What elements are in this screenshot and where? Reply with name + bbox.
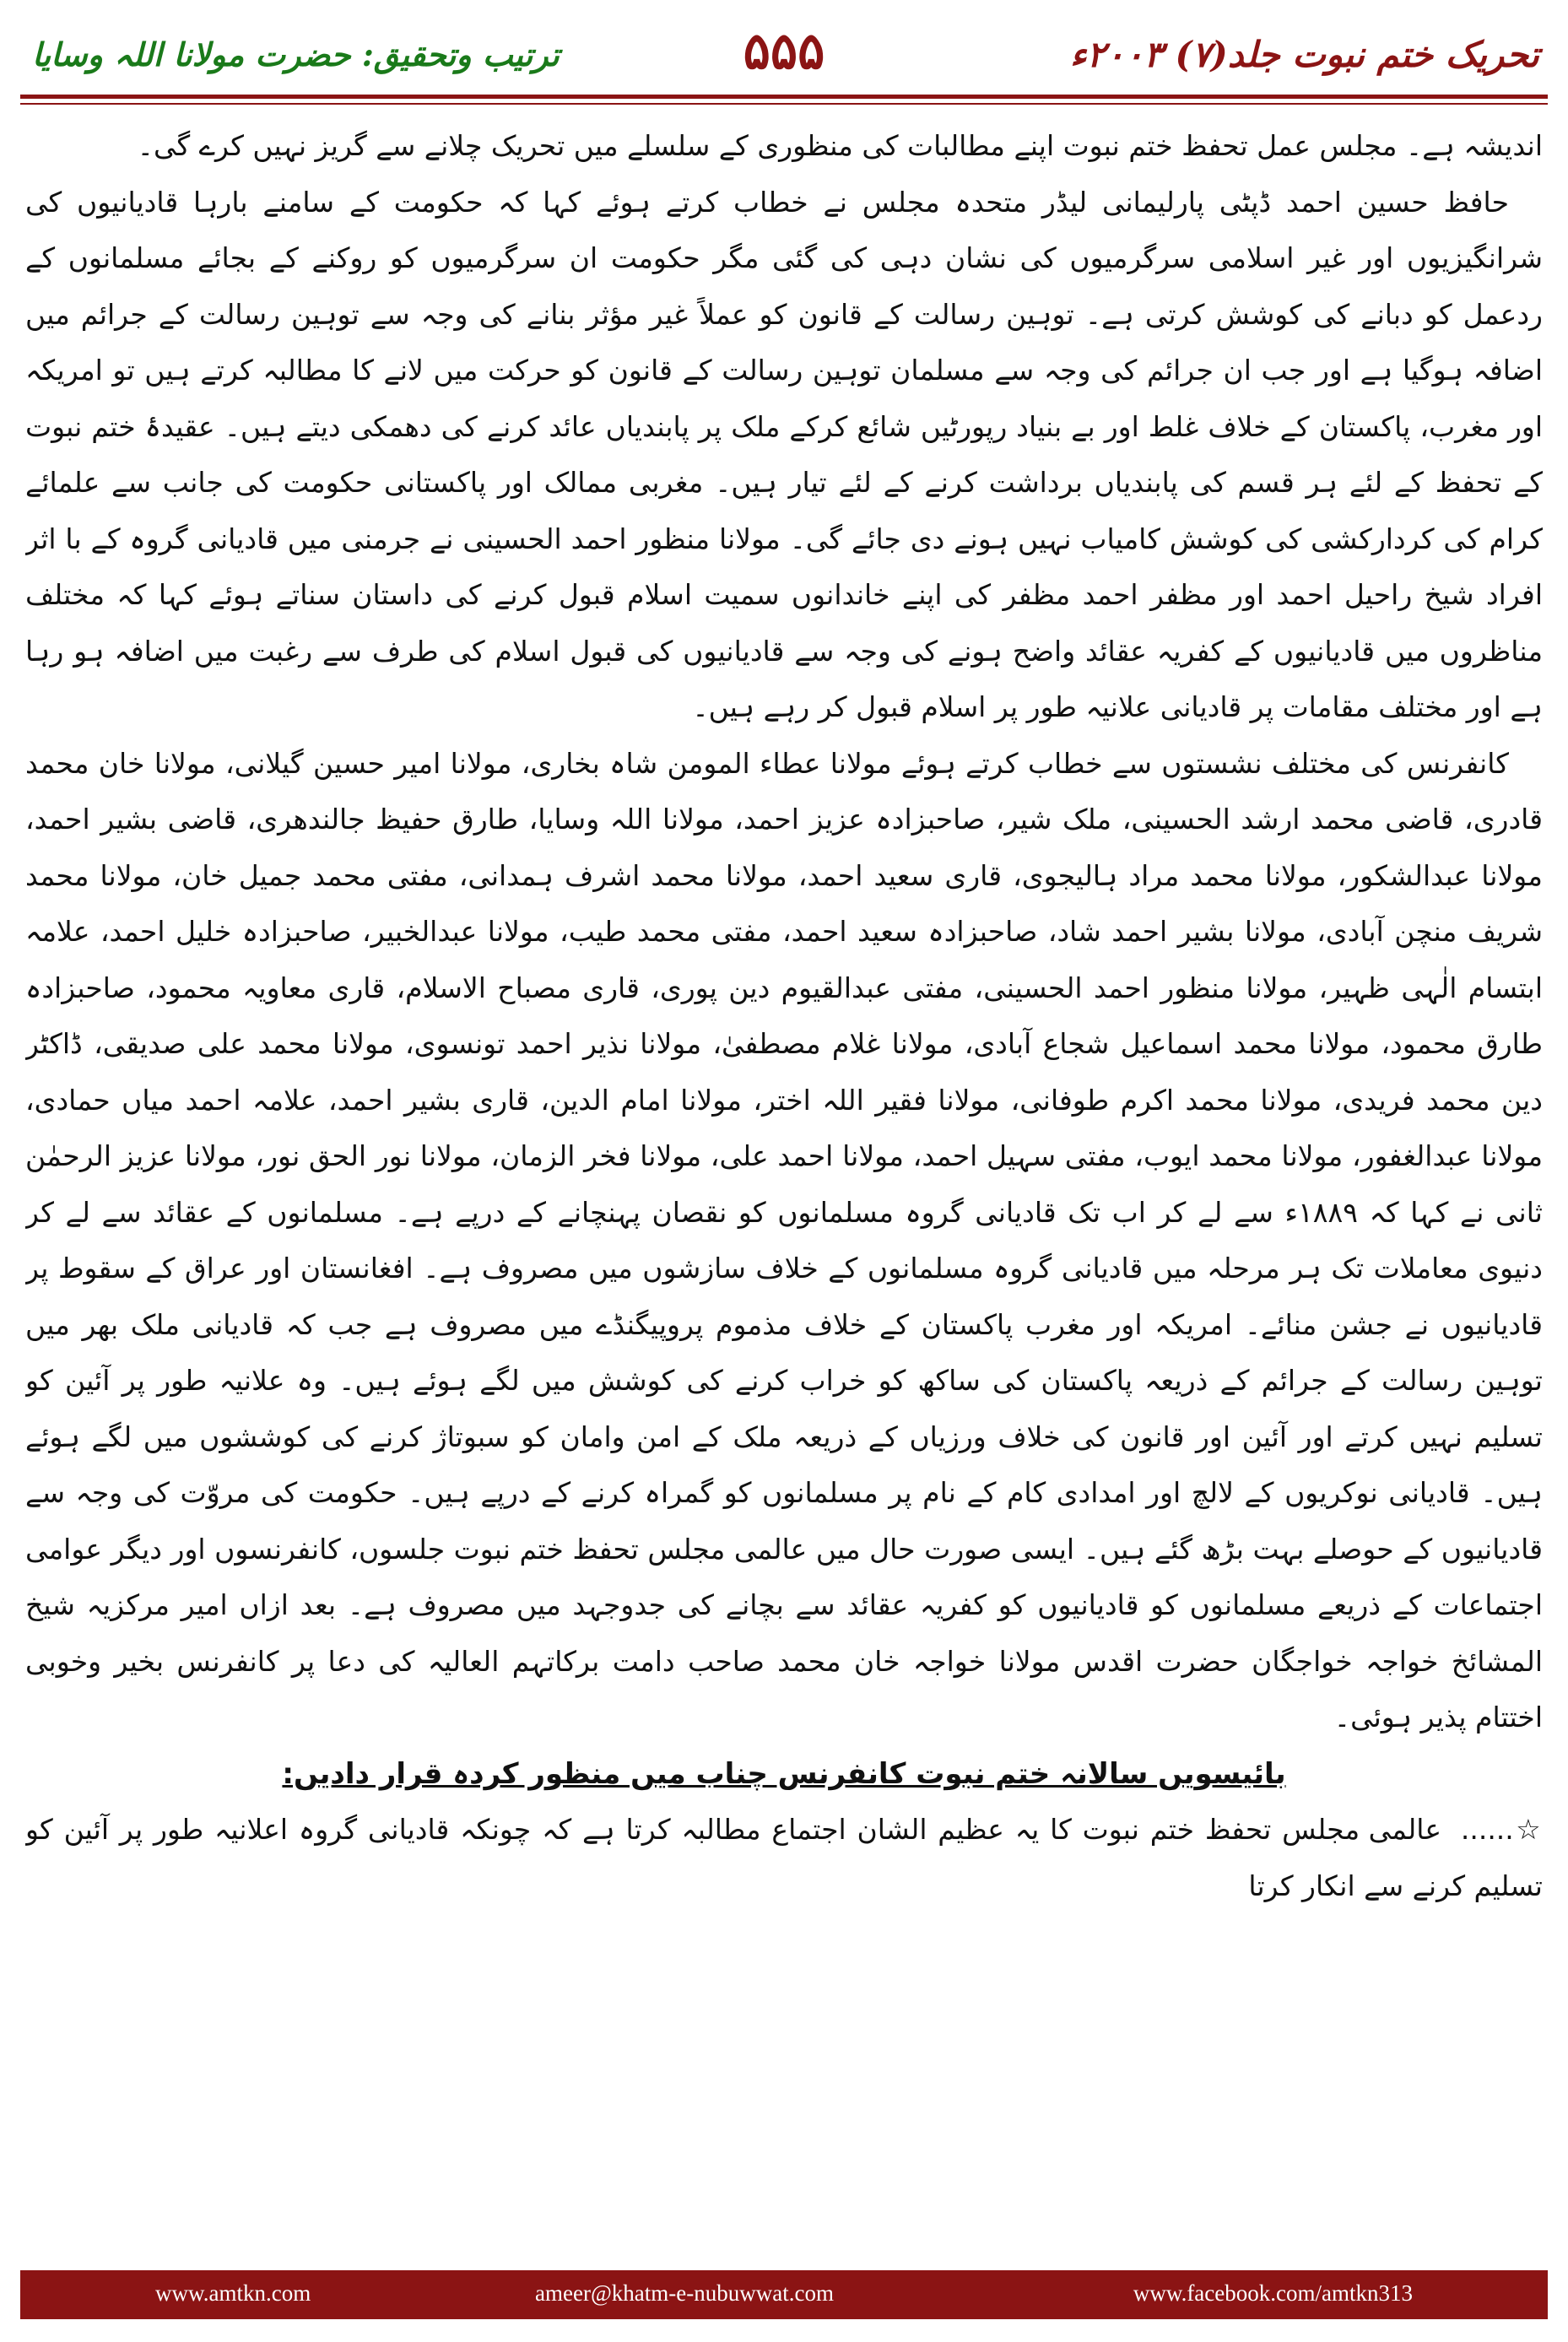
book-title: تحریک ختم نبوت جلد(۷) ۲۰۰۳ء [1069, 34, 1539, 75]
compiler-credit: ترتیب وتحقیق: حضرت مولانا اللہ وسایا [32, 35, 560, 73]
paragraph: اندیشہ ہے۔ مجلس عمل تحفظ ختم نبوت اپنے مطالبات کی منظوری کے سلسلے میں تحریک چلانے سے گریز نہیں کرے گی۔ [137, 129, 1543, 162]
resolution-text: عالمی مجلس تحفظ ختم نبوت کا یہ عظیم الشان اجتماع مطالبہ کرتا ہے کہ چونکہ قادیانی گروہ اعلانیہ طور پر آئین کو تسلیم کرنے سے انکار کرتا [25, 1813, 1543, 1902]
email-link[interactable]: ameer@khatm-e-nubuwwat.com [535, 2280, 834, 2306]
header-divider-thin [20, 103, 1548, 105]
paragraph: حافظ حسین احمد ڈپٹی پارلیمانی لیڈر متحدہ مجلس نے خطاب کرتے ہوئے کہا کہ حکومت کے سامنے بارہا قادیانیوں کی شرانگیزیوں اور غیر اسلامی سرگرمیوں کی نشان دہی کی گئی مگر حکومت ان سرگرمیوں کو روکنے کے بجائے مسلمانوں کے ردعمل کو دبانے کی کوشش کرتی ہے۔ توہین رسالت کے قانون کو عملاً غیر مؤثر بنانے کی وجہ سے توہین رسالت کے جرائم میں اضافہ ہوگیا ہے اور جب ان جرائم کی وجہ سے مسلمان توہین رسالت کے قانون کو حرکت میں لانے کا مطالبہ کرتے ہیں تو امریکہ اور مغرب، پاکستان کے خلاف غلط اور بے بنیاد رپورٹیں شائع کرکے ملک پر پابندیاں عائد کرنے کی دھمکی دیتے ہیں۔ عقیدۂ ختم نبوت کے تحفظ کے لئے ہر قسم کی پابندیاں برداشت کرنے کے لئے تیار ہیں۔ مغربی ممالک اور پاکستانی حکومت کی جانب سے علمائے کرام کی کردارکشی کی کوشش کامیاب نہیں ہونے دی جائے گی۔ مولانا منظور احمد الحسینی نے جرمنی میں قادیانی گروہ کے با اثر افراد شیخ راحیل احمد اور مظفر احمد مظفر کی اپنے خاندانوں سمیت اسلام قبول کرنے کی داستان سناتے ہوئے کہا کہ مختلف مناظروں میں قادیانیوں کے کفریہ عقائد واضح ہونے کی وجہ سے قادیانیوں کی قبول اسلام کی طرف سے رغبت میں اضافہ ہو رہا ہے اور مختلف مقامات پر قادیانی علانیہ طور پر اسلام قبول کر رہے ہیں۔ [25, 185, 1543, 723]
website-link[interactable]: www.amtkn.com [155, 2280, 311, 2306]
section-heading: بائیسویں سالانہ ختم نبوت کانفرنس چناب میں منظور کردہ قرار دادیں: [282, 1756, 1286, 1791]
header-divider [20, 95, 1548, 99]
section-heading-row [25, 1746, 1543, 1803]
paragraph: کانفرنس کی مختلف نشستوں سے خطاب کرتے ہوئے مولانا عطاء المومن شاہ بخاری، مولانا امیر حسین گیلانی، مولانا خان محمد قادری، قاضی محمد ارشد الحسینی، ملک شیر، صاحبزادہ عزیز احمد، مولانا اللہ وسایا، طارق حفیظ جالندھری، قاضی بشیر احمد، مولانا عبدالشکور، مولانا محمد مراد ہالیجوی، قاری سعید احمد، مولانا محمد اشرف ہمدانی، مفتی محمد جمیل خان، مولانا محمد شریف منچن آبادی، مولانا بشیر احمد شاد، صاحبزادہ سعید احمد، مفتی محمد طیب، مولانا عبدالخبیر، صاحبزادہ خلیل احمد، علامہ ابتسام الٰہی ظہیر، مولانا منظور احمد الحسینی، مفتی عبدالقیوم دین پوری، قاری مصباح الاسلام، قاری معاویہ محمود، صاحبزادہ طارق محمود، مولانا محمد اسماعیل شجاع آبادی، مولانا غلام مصطفیٰ، مولانا نذیر احمد تونسوی، مولانا محمد علی صدیقی، ڈاکٹر دین محمد فریدی، مولانا محمد اکرم طوفانی، مولانا فقیر اللہ اختر، مولانا امام الدین، قاری بشیر احمد، علامہ احمد میاں حمادی، مولانا عبدالغفور، مولانا محمد ایوب، مفتی سہیل احمد، مولانا احمد علی، مولانا فخر الزمان، مولانا نور الحق نور، مولانا عزیز الرحمٰن ثانی نے کہا کہ ۱۸۸۹ء سے لے کر اب تک قادیانی گروہ مسلمانوں کو نقصان پہنچانے کے درپے ہے۔ مسلمانوں کے عقائد سے لے کر دنیوی معاملات تک ہر مرحلہ میں قادیانی گروہ مسلمانوں کے خلاف سازشوں میں مصروف ہے۔ افغانستان اور عراق کے سقوط پر قادیانیوں نے جشن منائے۔ امریکہ اور مغرب پاکستان کے خلاف مذموم پروپیگنڈے میں مصروف ہے جب کہ قادیانی ملک بھر میں توہین رسالت کے جرائم کے ذریعہ پاکستان کی ساکھ کو خراب کرنے کی کوشش میں لگے ہوئے ہیں۔ وہ علانیہ طور پر آئین کو تسلیم نہیں کرتے اور آئین اور قانون کی خلاف ورزیاں کے ذریعہ ملک کے امن وامان کو سبوتاژ کرنے کی کوششوں میں لگے ہوئے ہیں۔ قادیانی نوکریوں کے لالچ اور امدادی کام کے نام پر مسلمانوں کو گمراہ کرنے کے درپے ہیں۔ حکومت کی مروّت کی وجہ سے قادیانیوں کے حوصلے بہت بڑھ گئے ہیں۔ ایسی صورت حال میں عالمی مجلس تحفظ ختم نبوت جلسوں، کانفرنسوں اور دیگر عوامی اجتماعات کے ذریعے مسلمانوں کو قادیانیوں کو کفریہ عقائد سے بچانے کی جدوجہد میں مصروف ہے۔ بعد ازاں امیر مرکزیہ شیخ المشائخ خواجہ خواجگان حضرت اقدس مولانا خواجہ خان محمد صاحب دامت برکاتہم العالیہ کی دعا پر کانفرنس بخیر وخوبی اختتام پذیر ہوئی۔ [25, 746, 1543, 1734]
star-bullet: ☆...... [1460, 1813, 1543, 1846]
resolution-item [25, 1802, 1543, 1914]
page-body [25, 118, 1543, 2201]
page-footer [20, 2270, 1548, 2319]
page-header [17, 15, 1551, 88]
facebook-link[interactable]: www.facebook.com/amtkn313 [1133, 2280, 1413, 2306]
page-number: ۵۵۵ [743, 22, 825, 81]
